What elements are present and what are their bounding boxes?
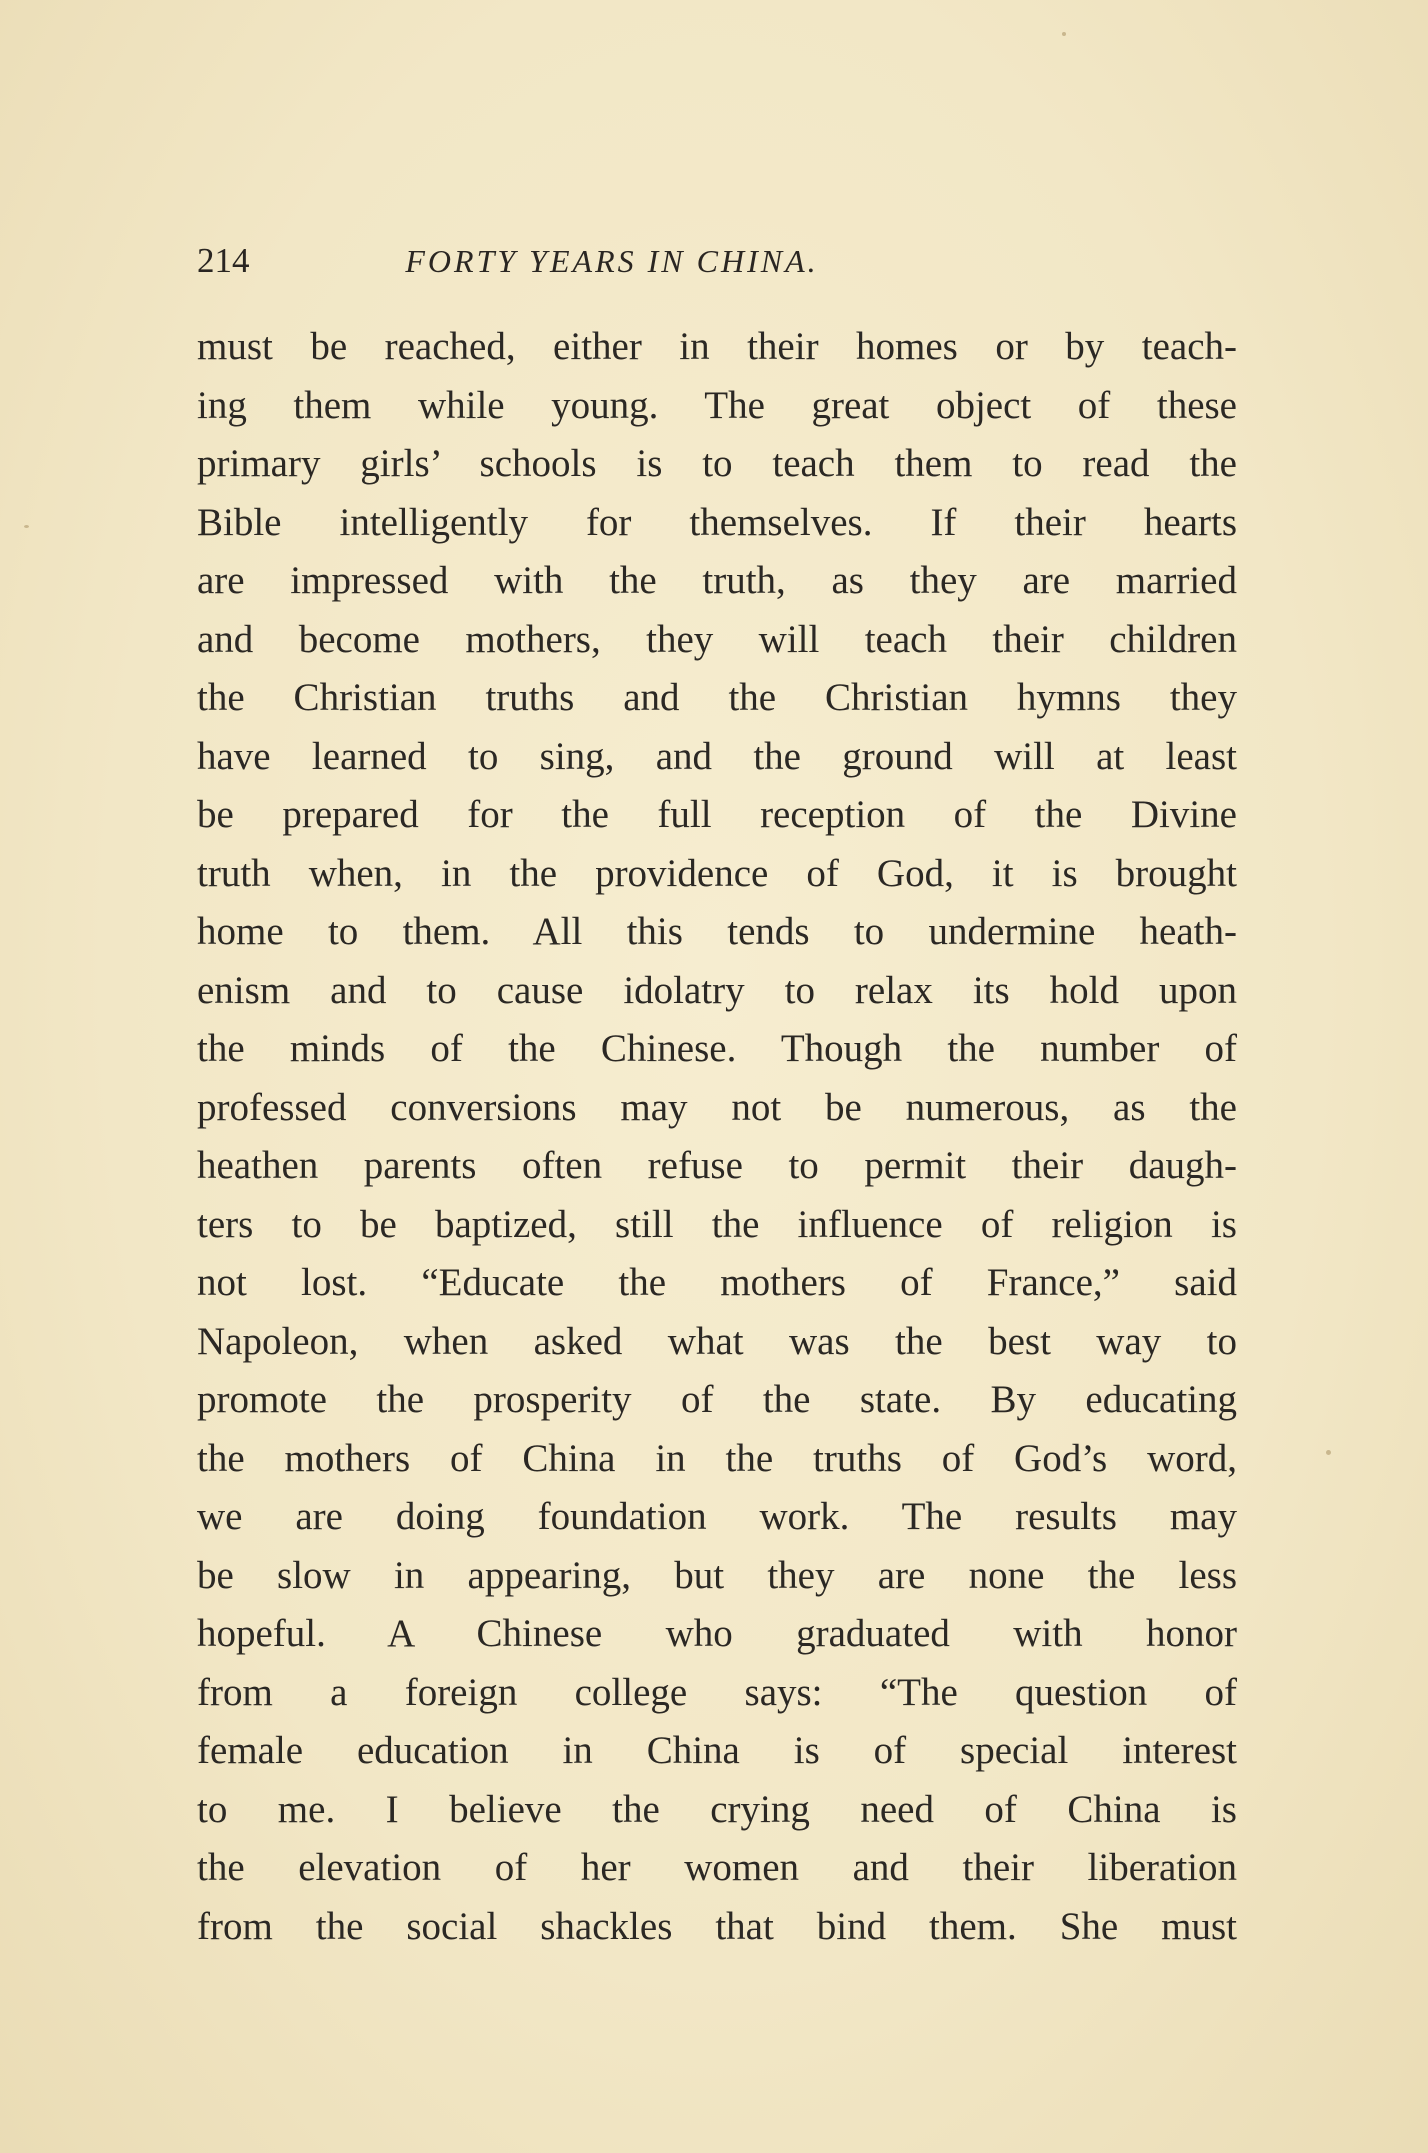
text-line: to me. I believe the crying need of China is	[197, 1787, 1237, 1831]
text-line: the elevation of her women and their liberation	[197, 1846, 1237, 1889]
text-line: must be reached, either in their homes or by teach-	[197, 325, 1237, 368]
page-header	[197, 236, 967, 286]
text-line: ters to be baptized, still the influence of religion is	[197, 1202, 1237, 1246]
text-line: home to them. All this tends to undermine heath-	[197, 910, 1237, 953]
text-line: have learned to sing, and the ground will at least	[197, 734, 1237, 778]
text-line: and become mothers, they will teach their children	[197, 617, 1237, 661]
text-line: professed conversions may not be numerous, as the	[197, 1085, 1237, 1129]
text-line: be prepared for the full reception of the Divine	[197, 793, 1237, 836]
text-line: not lost. “Educate the mothers of France,” said	[197, 1261, 1237, 1304]
text-line: truth when, in the providence of God, it is brought	[197, 851, 1237, 895]
paper-speck	[1062, 32, 1066, 36]
running-title: FORTY YEARS IN CHINA.	[405, 243, 819, 279]
text-line: hopeful. A Chinese who graduated with honor	[197, 1612, 1237, 1655]
text-line: from the social shackles that bind them. She must	[197, 1904, 1237, 1948]
text-line: the minds of the Chinese. Though the number of	[197, 1027, 1237, 1070]
text-line: are impressed with the truth, as they are married	[197, 559, 1237, 602]
text-line: enism and to cause idolatry to relax its hold upon	[197, 968, 1237, 1012]
text-line: primary girls’ schools is to teach them to read the	[197, 442, 1237, 485]
text-line: Napoleon, when asked what was the best way to	[197, 1319, 1237, 1363]
text-line: promote the prosperity of the state. By educating	[197, 1378, 1237, 1421]
text-line: Bible intelligently for themselves. If their hearts	[197, 500, 1237, 544]
body-text	[197, 318, 1237, 1956]
text-line: we are doing foundation work. The results may	[197, 1495, 1237, 1538]
text-line: female education in China is of special interest	[197, 1729, 1237, 1772]
page-number: 214	[197, 241, 250, 280]
paper-speck	[1326, 1450, 1331, 1455]
text-line: heathen parents often refuse to permit their daugh-	[197, 1144, 1237, 1187]
text-line: from a foreign college says: “The question of	[197, 1670, 1237, 1714]
paper-speck	[24, 525, 29, 528]
text-line: be slow in appearing, but they are none the less	[197, 1553, 1237, 1597]
text-line: ing them while young. The great object of these	[197, 383, 1237, 427]
text-line: the mothers of China in the truths of God’s word,	[197, 1436, 1237, 1480]
text-line: the Christian truths and the Christian hymns they	[197, 676, 1237, 719]
